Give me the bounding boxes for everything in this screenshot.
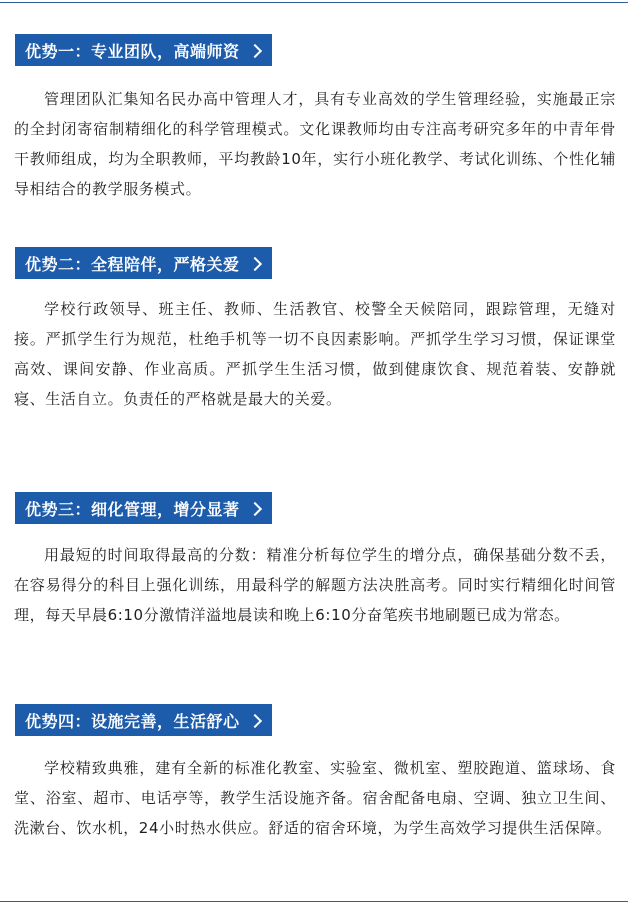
section-title: 优势一：专业团队，高端师资	[25, 41, 240, 61]
section-title-badge	[15, 34, 272, 66]
chevron-right-icon	[247, 713, 261, 727]
bottom-divider	[0, 901, 628, 902]
section-title-badge	[15, 704, 272, 736]
section-title-badge	[15, 492, 272, 524]
section-body: 管理团队汇集知名民办高中管理人才，具有专业高效的学生管理经验，实施最正宗的全封闭寄宿制精细化的科学管理模式。文化课教师均由专注高考研究多年的中青年骨干教师组成，均为全职教师，平均教龄10年，实行小班化教学、考试化训练、个性化辅导相结合的教学服务模式。	[14, 90, 616, 198]
chevron-right-icon	[247, 501, 261, 515]
section-body: 学校行政领导、班主任、教师、生活教官、校警全天候陪同，跟踪管理，无缝对接。严抓学生行为规范，杜绝手机等一切不良因素影响。严抓学生学习习惯，保证课堂高效、课间安静、作业高质。严抓学生生活习惯，做到健康饮食、规范着装、安静就寝、生活自立。负责任的严格就是最大的关爱。	[14, 300, 616, 408]
section-body: 学校精致典雅，建有全新的标准化教室、实验室、微机室、塑胶跑道、篮球场、食堂、浴室、超市、电话亭等，教学生活设施齐备。宿舍配备电扇、空调、独立卫生间、洗漱台、饮水机，24小时热水供应。舒适的宿舍环境，为学生高效学习提供生活保障。	[14, 759, 616, 837]
chevron-right-icon	[247, 43, 261, 57]
top-divider	[0, 2, 628, 3]
section-title: 优势二：全程陪伴，严格关爱	[25, 254, 240, 274]
chevron-right-icon	[247, 256, 261, 270]
section-title: 优势三：细化管理，增分显著	[25, 499, 240, 519]
section-title-badge	[15, 247, 272, 279]
section-body: 用最短的时间取得最高的分数：精准分析每位学生的增分点，确保基础分数不丢，在容易得分的科目上强化训练，用最科学的解题方法决胜高考。同时实行精细化时间管理，每天早晨6:10分激情洋溢地晨读和晚上6:10分奋笔疾书地刷题已成为常态。	[14, 546, 616, 624]
section-title: 优势四：设施完善，生活舒心	[25, 711, 240, 731]
